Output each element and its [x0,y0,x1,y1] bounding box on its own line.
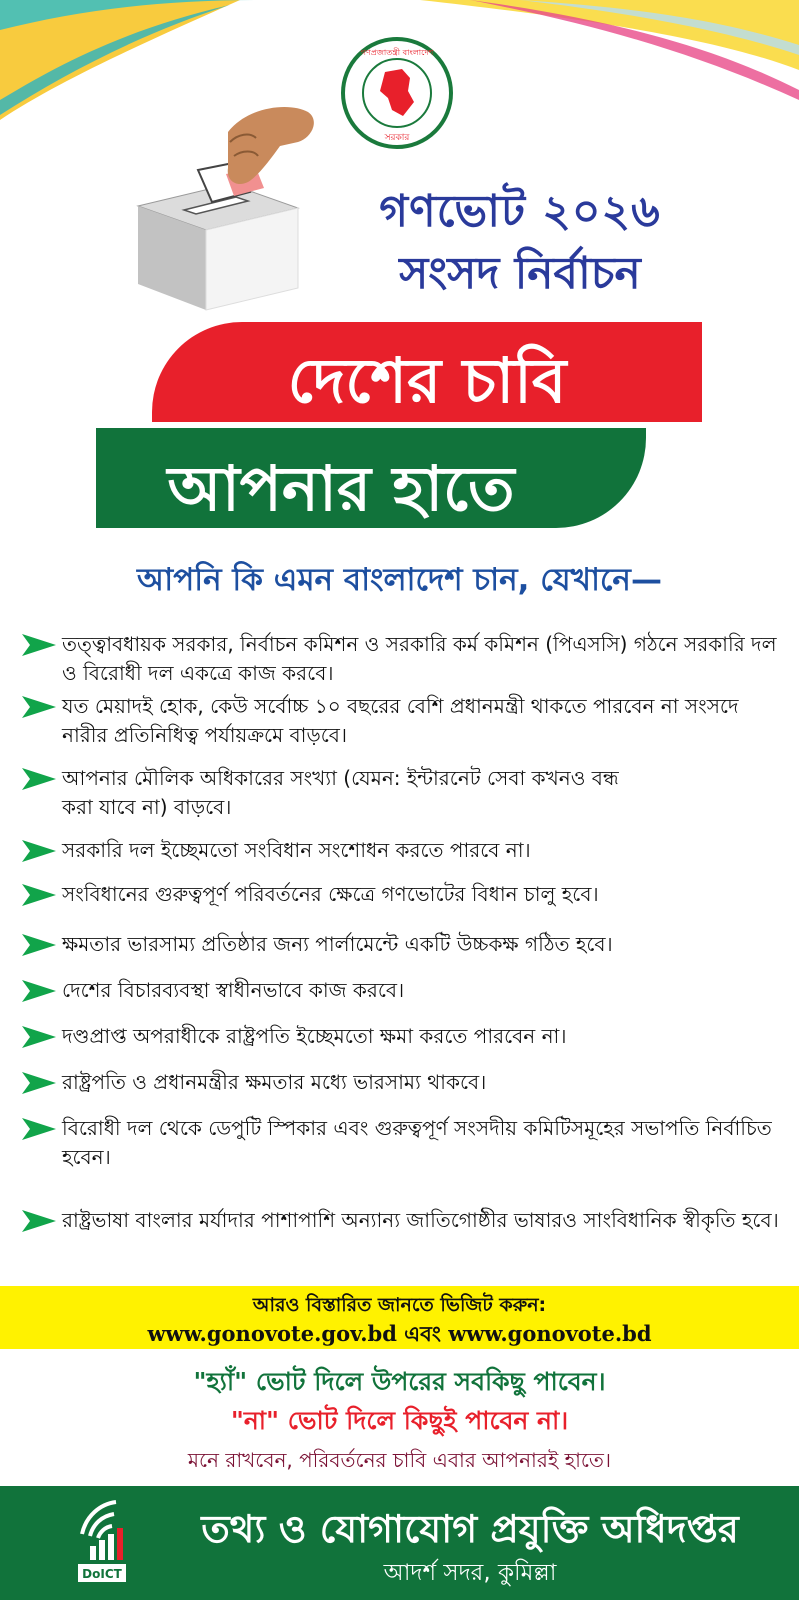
arrow-bullet-icon [22,1118,56,1140]
svg-text:গণপ্রজাতন্ত্রী বাংলাদেশ: গণপ্রজাতন্ত্রী বাংলাদেশ [360,48,434,57]
point-text: যত মেয়াদই হোক, কেউ সর্বোচ্চ ১০ বছরের বেশি প্রধানমন্ত্রী থাকতে পারবেন না সংসদে নারীর প্রতিনিধিত্ব পর্যায়ক্রমে বাড়বে। [62,694,739,747]
point-text: সরকারি দল ইচ্ছেমতো সংবিধান সংশোধন করতে পারবে না। [62,838,531,862]
point-text: ক্ষমতার ভারসাম্য প্রতিষ্ঠার জন্য পার্লামেন্টে একটি উচ্চকক্ষ গঠিত হবে। [62,932,613,956]
website-links[interactable]: www.gonovote.gov.bd এবং www.gonovote.bd [147,1321,652,1346]
title-line-1: গণভোট ২০২৬ [379,186,661,237]
arrow-bullet-icon [22,934,56,956]
arrow-bullet-icon [22,1072,56,1094]
remember-line: মনে রাখবেন, পরিবর্তনের চাবি এবার আপনারই হাতে। [187,1448,612,1472]
point-text: আপনার মৌলিক অধিকারের সংখ্যা (যেমন: ইন্টারনেট সেবা কখনও বন্ধ করা যাবে না) বাড়বে। [62,766,619,819]
yes-vote-line: "হ্যাঁ" ভোট দিলে উপরের সবকিছু পাবেন। [193,1367,606,1396]
question-heading: আপনি কি এমন বাংলাদেশ চান, যেখানে— [137,562,662,598]
arrow-bullet-icon [22,980,56,1002]
arrow-bullet-icon [22,1210,56,1232]
footer [0,1486,799,1600]
red-banner-text: দেশের চাবি [287,344,567,417]
info-line-1: আরও বিস্তারিত জানতে ভিজিট করুন: [252,1294,547,1316]
doict-logo-icon [72,1494,152,1590]
no-vote-line: "না" ভোট দিলে কিছুই পাবেন না। [230,1406,569,1435]
arrow-bullet-icon [22,634,56,656]
green-banner-text: আপনার হাতে [167,452,515,525]
point-text: দেশের বিচারব্যবস্থা স্বাধীনভাবে কাজ করবে। [62,978,405,1002]
point-text: সংবিধানের গুরুত্বপূর্ণ পরিবর্তনের ক্ষেত্রে গণভোটের বিধান চালু হবে। [62,882,599,906]
arrow-bullet-icon [22,840,56,862]
footer-title: তথ্য ও যোগাযোগ প্রযুক্তি অধিদপ্তর [201,1507,739,1551]
point-text: বিরোধী দল থেকে ডেপুটি স্পিকার এবং গুরুত্বপূর্ণ সংসদীয় কমিটিসমূহের সভাপতি নির্বাচিত হবেন। [62,1116,772,1169]
government-seal-icon [340,36,454,150]
point-text: দণ্ডপ্রাপ্ত অপরাধীকে রাষ্ট্রপতি ইচ্ছেমতো ক্ষমা করতে পারবেন না। [62,1024,567,1048]
red-banner [152,322,702,422]
footer-subtitle: আদর্শ সদর, কুমিল্লা [383,1560,557,1586]
green-banner [96,428,646,528]
title-line-2: সংসদ নির্বাচন [399,248,641,299]
arrow-bullet-icon [22,768,56,790]
arrow-bullet-icon [22,696,56,718]
info-band [0,1286,799,1349]
logo-text: DoICT [82,1567,122,1581]
arrow-bullet-icon [22,884,56,906]
ballot-box-icon [130,98,340,313]
point-text: তত্ত্বাবধায়ক সরকার, নির্বাচন কমিশন ও সরকারি কর্ম কমিশন (পিএসসি) গঠনে সরকারি দল ও বিরোধী দল একত্রে কাজ করবে। [62,632,777,685]
arrow-bullet-icon [22,1026,56,1048]
svg-text:সরকার: সরকার [384,133,410,143]
point-text: রাষ্ট্রভাষা বাংলার মর্যাদার পাশাপাশি অন্যান্য জাতিগোষ্ঠীর ভাষারও সাংবিধানিক স্বীকৃতি হবে। [62,1208,779,1232]
point-text: রাষ্ট্রপতি ও প্রধানমন্ত্রীর ক্ষমতার মধ্যে ভারসাম্য থাকবে। [62,1070,487,1094]
